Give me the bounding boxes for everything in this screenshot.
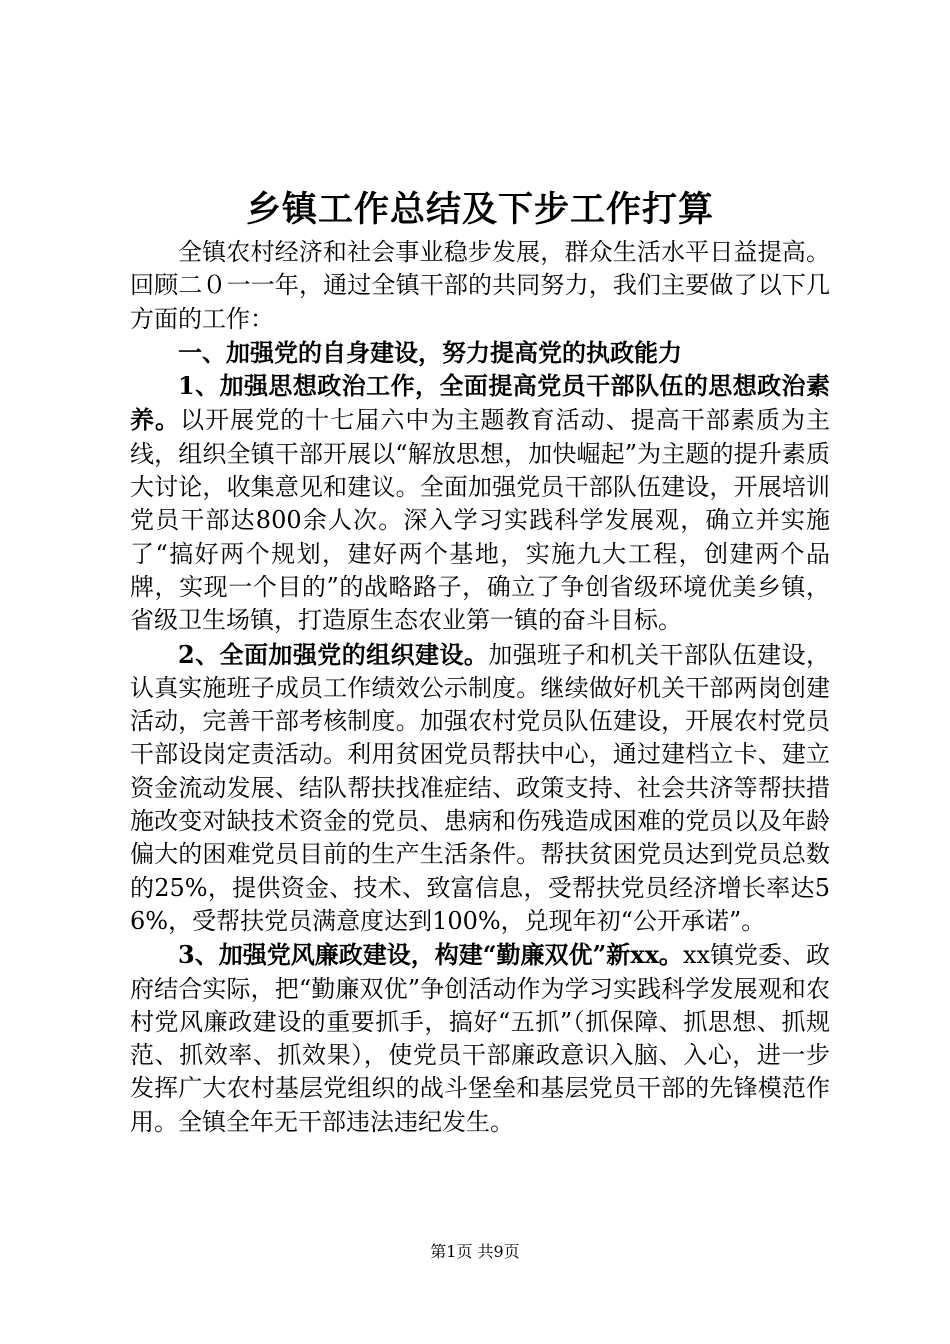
item-2-paragraph xyxy=(130,638,830,939)
item-1-body: 以开展党的十七届六中为主题教育活动、提高干部素质为主线，组织全镇干部开展以“解放思想，加快崛起”为主题的提升素质大讨论，收集意见和建议。全面加强党员干部队伍建设，开展培训党员干部达800余人次。深入学习实践科学发展观，确立并实施了“搞好两个规划，建好两个基地，实施九大工程，创建两个品牌，实现一个目的”的战略路子，确立了争创省级环境优美乡镇，省级卫生场镇，打造原生态农业第一镇的奋斗目标。 xyxy=(130,406,831,635)
document-title: 乡镇工作总结及下步工作打算 xyxy=(245,189,714,230)
item-3-lead: 3、加强党风廉政建设，构建“勤廉双优”新xx。 xyxy=(178,940,683,970)
item-1-lead: 1、加强思想政治工作，全面提高党员干部队伍的思想政治素养。 xyxy=(130,371,830,435)
section-heading: 一、加强党的自身建设，努力提高党的执政能力 xyxy=(178,337,682,367)
document-body xyxy=(130,184,830,1139)
item-2-body: 加强班子和机关干部队伍建设，认真实施班子成员工作绩效公示制度。继续做好机关干部两岗创建活动，完善干部考核制度。加强农村党员队伍建设，开展农村党员干部设岗定责活动。利用贫困党员帮扶中心，通过建档立卡、建立资金流动发展、结队帮扶找准症结、政策支持、社会共济等帮扶措施改变对缺技术资金的党员、患病和伤残造成困难的党员以及年龄偏大的困难党员目前的生产生活条件。帮扶贫困党员达到党员总数的25%，提供资金、技术、致富信息，受帮扶党员经济增长率达56%，受帮扶党员满意度达到100%，兑现年初“公开承诺”。 xyxy=(130,640,831,935)
item-2-lead: 2、全面加强党的组织建设。 xyxy=(178,639,489,669)
item-1-paragraph xyxy=(130,369,830,637)
page-number: 第1页 共9页 xyxy=(430,1242,520,1261)
item-3-paragraph xyxy=(130,938,830,1139)
item-3-body: xx镇党委、政府结合实际，把“勤廉双优”争创活动作为学习实践科学发展观和农村党风廉政建设的重要抓手，搞好“五抓”（抓保障、抓思想、抓规范、抓效率、抓效果），使党员干部廉政意识入脑、入心，进一步发挥广大农村基层党组织的战斗堡垒和基层党员干部的先锋模范作用。全镇全年无干部违法违纪发生。 xyxy=(130,941,831,1136)
intro-paragraph: 全镇农村经济和社会事业稳步发展，群众生活水平日益提高。回顾二０一一年，通过全镇干部的共同努力，我们主要做了以下几方面的工作： xyxy=(130,238,830,333)
